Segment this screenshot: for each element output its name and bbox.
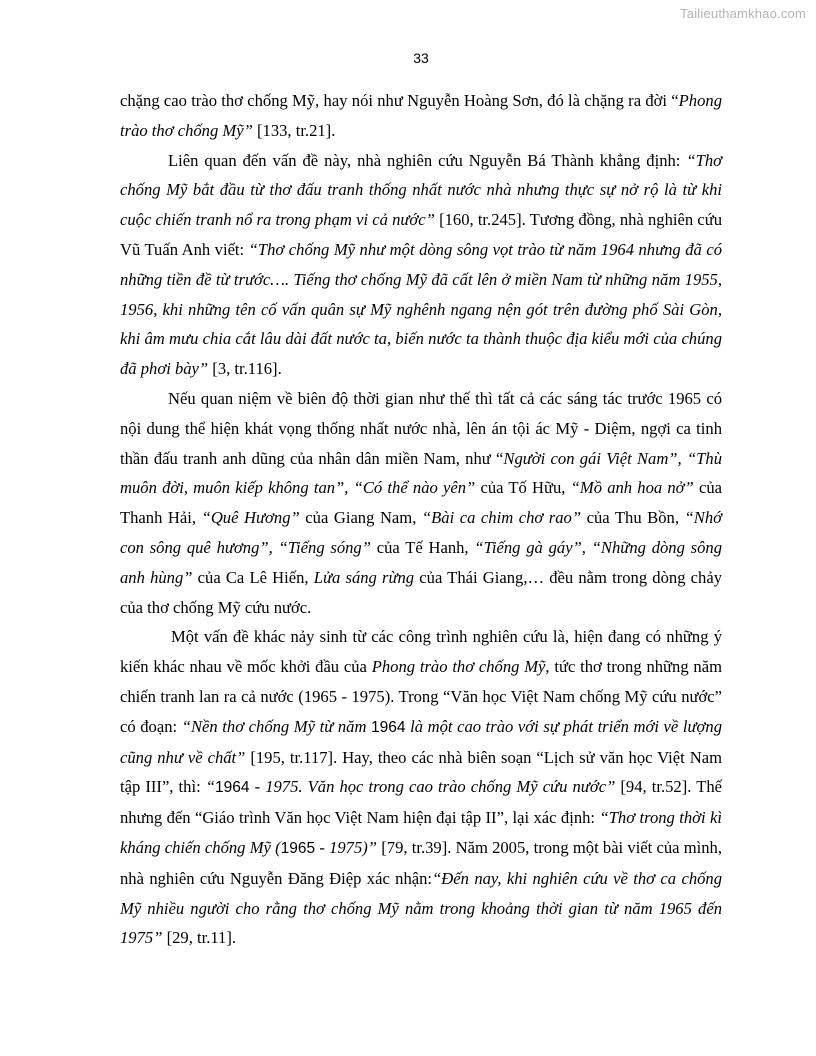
paragraph-4-text-2: , tức thơ trong những năm chiến tranh lan ra cả nước (1965 - 1975). Trong “Văn học Việt Nam chống Mỹ cứu nước” có đoạn: [120,657,722,736]
paragraph-4-year-3: 1965 [280,839,316,857]
paragraph-1 [120,86,722,146]
paragraph-3-text: Nếu quan niệm về biên độ thời gian như thế thì tất cả các sáng tác trước 1965 có nội dung thể hiện khát vọng thống nhất nước nhà, lên án tội ác Mỹ - Diệm, ngợi ca tinh thần đấu tranh anh dũng của nhân dân miền Nam, như “ [120,388,722,468]
paragraph-3-work-titles-6: “Tiếng gà gáy”, “Những dòng sông anh hùng” [120,537,723,587]
paragraph-4-quote-2a: “ [205,777,216,797]
paragraph-3-conclusion: của Thái Giang,… đều nằm trong dòng chảy của thơ chống Mỹ cứu nước. [120,567,722,617]
paragraph-4-year-2: 1964 [215,779,250,797]
paragraph-4-quote-3b: - 1975)” [315,837,378,857]
paragraph-2-text: Liên quan đến vấn đề này, nhà nghiên cứu Nguyễn Bá Thành khẳng định: [168,150,687,170]
paragraph-3-work-titles-5: “Nhớ con sông quê hương”, “Tiếng sóng” [120,508,722,557]
paragraph-3-author-4: của Thu Bồn, [581,508,685,528]
paragraph-2-quote-2: “Thơ chống Mỹ như một dòng sông vọt trào từ năm 1964 nhưng đã có những tiền đề từ trước…. Tiếng thơ chống Mỹ đã cất lên ở miền Nam từ những năm 1955, 1956, khi những tên cố vấn quân sự Mỹ nghênh ngang nện gót trên đường phố Sài Gòn, khi âm mưu chia cắt lâu dài đất nước ta, biến nước ta thành thuộc địa kiểu mới của chúng đã phơi bày” [120,239,722,379]
document-body [120,86,722,953]
paragraph-2 [120,146,722,384]
paragraph-4-quote-1a: “Nền thơ chống Mỹ từ năm [181,716,372,736]
paragraph-3-work-title-2: “Mồ anh hoa nở” [570,478,694,498]
paragraph-3-author-5: của Tế Hanh, [370,537,475,557]
paragraph-4-text-4: [94, tr.52]. Thế nhưng đến “Giáo trình Văn học Việt Nam hiện đại tập II”, lại xác định: [120,777,722,828]
paragraph-3-author-3: của Giang Nam, [299,508,422,528]
paragraph-4-quote-4: “Đến nay, khi nghiên cứu về thơ ca chống Mỹ nhiều người cho rằng thơ chống Mỹ nằm trong khoảng thời gian từ năm 1965 đến 1975” [120,868,723,948]
paragraph-4-quote-3a: “Thơ trong thời kì kháng chiến chống Mỹ ( [120,808,722,857]
paragraph-4-text: Một vấn đề khác nảy sinh từ các công trình nghiên cứu là, hiện đang có những ý kiến khác nhau về mốc khởi đầu của [120,627,722,677]
page-number: 33 [413,50,429,66]
paragraph-4-quote-1b: là một cao trào với sự phát triển mới về lượng cũng như về chất” [120,716,722,767]
paragraph-3-work-title-3: “Quê Hương” [201,508,300,528]
paragraph-3-author-1: của Tố Hữu, [475,478,571,498]
paragraph-3-work-titles-1: Người con gái Việt Nam”, “Thù muôn đời, muôn kiếp không tan”, “Có thể nào yên” [120,448,722,498]
paragraph-4-term: Phong trào thơ chống Mỹ [371,657,546,677]
paragraph-4-quote-2b: - 1975. Văn học trong cao trào chống Mỹ cứu nước” [249,777,616,797]
paragraph-3-author-6: của Ca Lê Hiến, [192,567,314,587]
paragraph-1-citation: [133, tr.21]. [252,120,336,140]
paragraph-4-text-3: [195, tr.117]. Hay, theo các nhà biên soạn “Lịch sử văn học Việt Nam tập III”, thì: [120,747,722,797]
paragraph-2-citation: [3, tr.116]. [208,359,282,379]
watermark: Tailieuthamkhao.com [680,6,806,21]
paragraph-1-text: chặng cao trào thơ chống Mỹ, hay nói như Nguyễn Hoàng Sơn, đó là chặng ra đời “ [120,91,679,110]
paragraph-3-work-title-7: Lửa sáng rừng [313,567,415,587]
paragraph-4 [120,622,722,953]
paragraph-3-work-title-4: “Bài ca chim chơ rao” [421,508,582,528]
paragraph-4-citation: [29, tr.11]. [162,928,237,948]
paragraph-2-quote-1: “Thơ chống Mỹ bắt đầu từ thơ đấu tranh thống nhất nước nhà nhưng thực sự nở rộ là từ khi cuộc chiến tranh nổ ra trong phạm vi cả nước” [120,150,722,230]
paragraph-4-year-1: 1964 [371,718,406,736]
paragraph-3-author-2: của Thanh Hải, [120,478,722,528]
paragraph-2-text-2: [160, tr.245]. Tương đồng, nhà nghiên cứu Vũ Tuấn Anh viết: [120,210,722,259]
paragraph-4-text-5: [79, tr.39]. Năm 2005, trong một bài viết của mình, nhà nghiên cứu Nguyễn Đăng Điệp xác nhận: [120,837,722,888]
paragraph-1-quote: Phong trào thơ chống Mỹ” [120,91,722,140]
paragraph-3 [120,384,722,622]
